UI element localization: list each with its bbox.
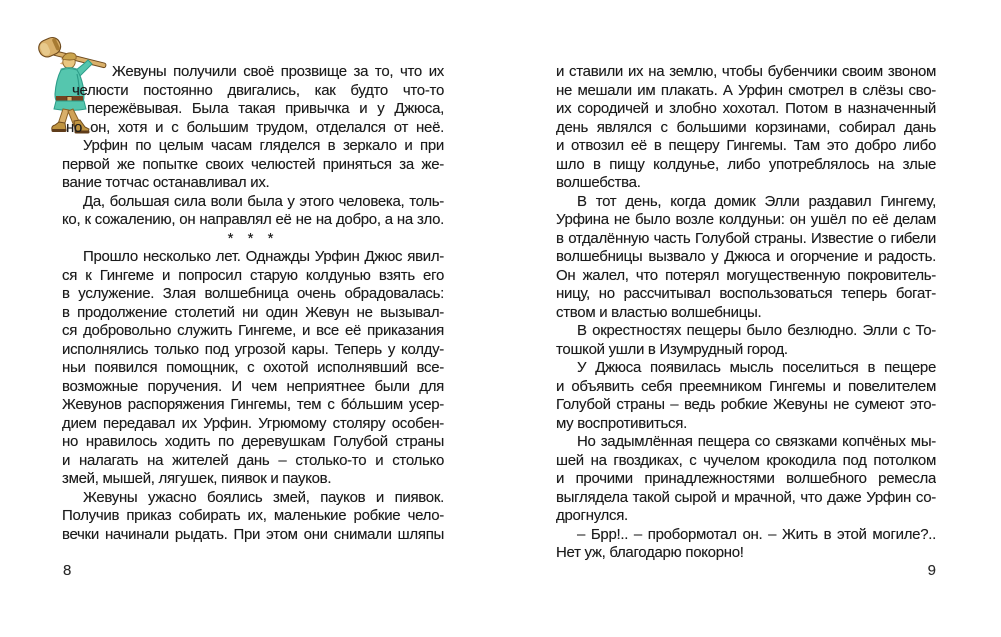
text-line: му воспротивиться.	[556, 414, 687, 432]
text-line: ся к Гингеме и попросил старую колдунью взять его	[62, 266, 444, 284]
text-line: дием передавал их Урфин. Угрюмому столяру особен-	[62, 414, 444, 432]
text-line: Получив приказ собирать их, маленькие робкие чело-	[62, 507, 444, 524]
text-line: тошкой ушли в Изумрудный город.	[556, 340, 788, 358]
text-line: волшебницы вызвало у Джюса и огорчение и радость.	[556, 248, 936, 265]
text-line: первой же попытке своих челюстей приняться за же-	[62, 155, 444, 173]
text-line: шей на гвоздиках, с чучелом крокодила под потолком	[556, 451, 936, 469]
right-page-text	[556, 63, 936, 563]
text-line: ся добровольно служить Гингеме, и все её приказания	[62, 322, 444, 339]
text-line: Он жалел, что потерял могущественную покровитель-	[556, 266, 936, 284]
text-line: и ставили их на землю, чтобы бубенчики своим звоном	[556, 63, 936, 80]
text-line: день являлся с большими корзинами, собирал дань	[556, 118, 936, 136]
text-line: ством и властью волшебницы.	[556, 303, 762, 321]
text-line: У Джюса появилась мысль поселиться в пещере	[577, 359, 936, 376]
text-line: волшебства.	[556, 174, 641, 191]
text-line: Нет уж, благодарю покорно!	[556, 544, 744, 561]
text-line: Да, большая сила воли была у этого человека, толь-	[83, 192, 444, 210]
text-line: Жевуны получили своё прозвище за то, что их	[112, 63, 444, 80]
text-line: ницу, но рассчитывал воспользоваться теперь богат-	[556, 285, 936, 302]
text-line: но нравилось ходить по деревушкам Голубой страны	[62, 433, 444, 450]
text-line: в услужение. Злая волшебница очень обрадовалась:	[62, 285, 444, 302]
text-line: и прочими принадлежностями волшебного ремесла	[556, 470, 936, 487]
text-line: и налагать на жителей дань – столько-то и столько	[62, 451, 444, 469]
text-line: Урфин по целым часам гляделся в зеркало и при	[83, 137, 444, 154]
text-line: пережёвывая. Была такая привычка и у Джюса,	[87, 100, 444, 117]
text-line: шло в пищу колдунье, либо употреблялось на злые	[556, 155, 936, 173]
text-line: возможные поручения. И чем неприятнее были для	[62, 377, 444, 395]
text-line: исполнялись только под угрозой кары. Теперь у колду-	[62, 340, 444, 358]
text-line: Жевуны ужасно боялись змей, пауков и пиявок.	[83, 488, 444, 506]
text-line: дрогнулся.	[556, 507, 628, 524]
text-line: ньи появился помощник, с охотой исполнявший все-	[62, 359, 444, 376]
text-line: их сородичей и злобно хохотал. Потом в назначенный	[556, 100, 936, 117]
text-line: ко, к сожалению, он направлял её не на добро, а на зло.	[62, 211, 444, 228]
text-line: в отдалённую часть Голубой страны. Известие о гибели	[556, 229, 936, 247]
text-line: и объявить себя преемником Гингемы и повелителем	[556, 377, 936, 395]
text-line: вание тотчас останавливал их.	[62, 174, 270, 191]
text-line: Урфина не было возле колдуньи: он ушёл по её делам	[556, 211, 936, 228]
text-line: В тот день, когда домик Элли раздавил Гингему,	[577, 192, 936, 210]
text-line: – Брр!.. – пробормотал он. – Жить в этой могиле?..	[577, 525, 936, 543]
text-line: вечки начинали рыдать. При этом они снимали шляпы	[62, 525, 444, 543]
text-line: Прошло несколько лет. Однажды Урфин Джюс явил-	[83, 248, 444, 265]
text-line: челюсти постоянно двигались, как будто что-то	[72, 81, 444, 99]
left-page-text	[62, 63, 444, 544]
text-line: В окрестностях пещеры было безлюдно. Элли с То-	[577, 322, 936, 339]
text-line: в продолжение столетий ни один Жевун не вызывал-	[62, 303, 444, 321]
text-line: выглядела такой сырой и мрачной, что даже Урфин со-	[556, 488, 936, 506]
text-line: Но задымлённая пещера со связками копчёных мы-	[577, 433, 936, 450]
page-number-right: 9	[927, 562, 936, 579]
text-line: Голубой страны – ведь робкие Жевуны не сумеют это-	[556, 396, 936, 413]
text-line: не мешали им плакать. А Урфин смотрел в слёзы сво-	[556, 81, 936, 99]
text-line: но он, хотя и с большим трудом, отделался от неё.	[66, 118, 444, 136]
page-number-left: 8	[63, 562, 72, 579]
text-line: Жевунов распоряжения Гингемы, тем с бо́льшим усер-	[62, 396, 444, 413]
section-separator: * * *	[227, 229, 279, 247]
text-line: змей, мышей, лягушек, пиявок и пауков.	[62, 470, 332, 487]
text-line: и отвозил её в пещеру Гингемы. Там это добро либо	[556, 137, 936, 154]
